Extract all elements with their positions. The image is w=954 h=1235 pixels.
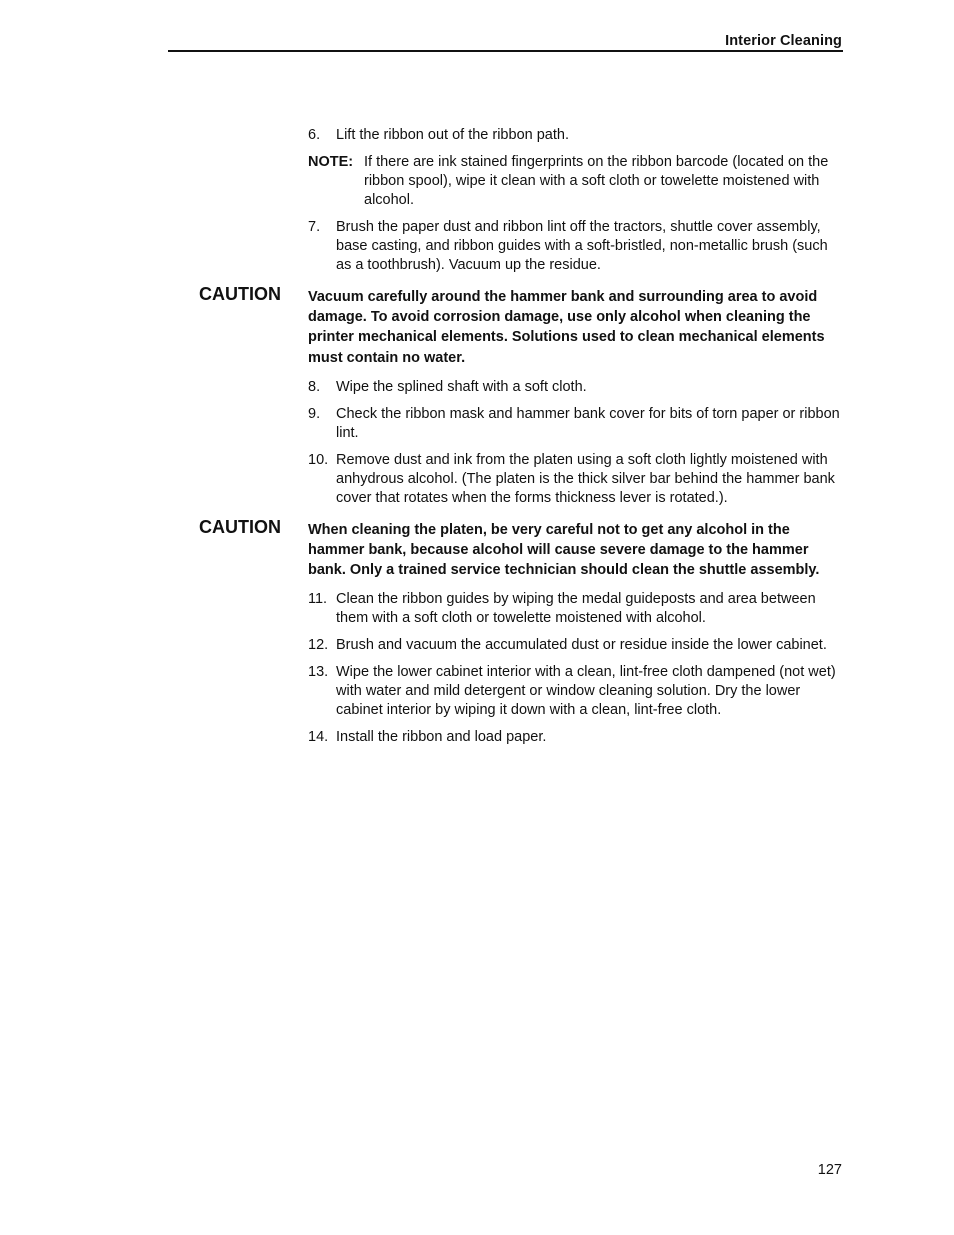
step-7: [308, 218, 844, 275]
note-text: If there are ink stained fingerprints on the ribbon barcode (located on the ribbon spool), wipe it clean with a soft cloth or towelette moistened with alcohol.: [364, 154, 829, 208]
step-8: [308, 378, 844, 397]
step-number: 7.: [308, 219, 321, 235]
step-text: Lift the ribbon out of the ribbon path.: [336, 127, 569, 143]
step-number: 8.: [308, 378, 321, 395]
step-text: Wipe the splined shaft with a soft cloth.: [336, 378, 587, 395]
step-14: [308, 728, 844, 747]
step-number: 13.: [308, 664, 329, 681]
step-6: [308, 126, 844, 145]
step-13: [308, 663, 844, 720]
step-number: 11.: [308, 591, 328, 608]
note-block: [308, 153, 844, 210]
step-12: [308, 636, 844, 655]
caution-block-1: [199, 284, 844, 368]
step-text: Brush the paper dust and ribbon lint off the tractors, shuttle cover assembly, base casting, and ribbon guides with a soft-bristled, non-metallic brush (such as a toothbrush). Vacuum up the residue.: [336, 219, 828, 273]
caution-text: Vacuum carefully around the hammer bank and surrounding area to avoid damage. To avoid corrosion damage, use only alcohol when cleaning the printer mechanical elements. Solutions used to clean mechanical elements must contain no water.: [308, 289, 825, 366]
running-header-title: Interior Cleaning: [725, 33, 842, 49]
step-10: [308, 451, 844, 508]
step-number: 12.: [308, 637, 329, 654]
step-9: [308, 405, 844, 443]
step-text: Install the ribbon and load paper.: [336, 729, 547, 746]
step-text: Brush and vacuum the accumulated dust or residue inside the lower cabinet.: [336, 637, 827, 654]
page-body: [199, 126, 844, 755]
step-number: 10.: [308, 451, 329, 468]
step-text: Remove dust and ink from the platen using a soft cloth lightly moistened with anhydrous alcohol. (The platen is the thick silver bar behind the hammer bank cover that rotates when the forms thickness lever is rotated.).: [336, 451, 835, 506]
page-number: 127: [817, 1162, 842, 1178]
step-number: 14.: [308, 729, 329, 746]
caution-label: CAUTION: [199, 516, 281, 537]
step-text: Wipe the lower cabinet interior with a clean, lint-free cloth dampened (not wet) with water and mild detergent or window cleaning solution. Dry the lower cabinet interior by wiping it down with a clean, lint-free cloth.: [336, 664, 836, 719]
step-number: 9.: [308, 405, 321, 422]
caution-text: When cleaning the platen, be very careful not to get any alcohol in the hammer bank, because alcohol will cause severe damage to the hammer bank. Only a trained service technician should clean the shuttle assembly.: [308, 521, 820, 579]
step-text: Check the ribbon mask and hammer bank cover for bits of torn paper or ribbon lint.: [336, 405, 840, 441]
note-label: NOTE:: [308, 154, 354, 170]
step-number: 6.: [308, 127, 321, 143]
step-text: Clean the ribbon guides by wiping the medal guideposts and area between them with a soft cloth or towelette moistened with alcohol.: [336, 591, 816, 627]
step-11: [308, 590, 844, 628]
caution-block-2: [199, 516, 844, 581]
caution-label: CAUTION: [199, 284, 281, 304]
header-rule: [168, 50, 843, 52]
